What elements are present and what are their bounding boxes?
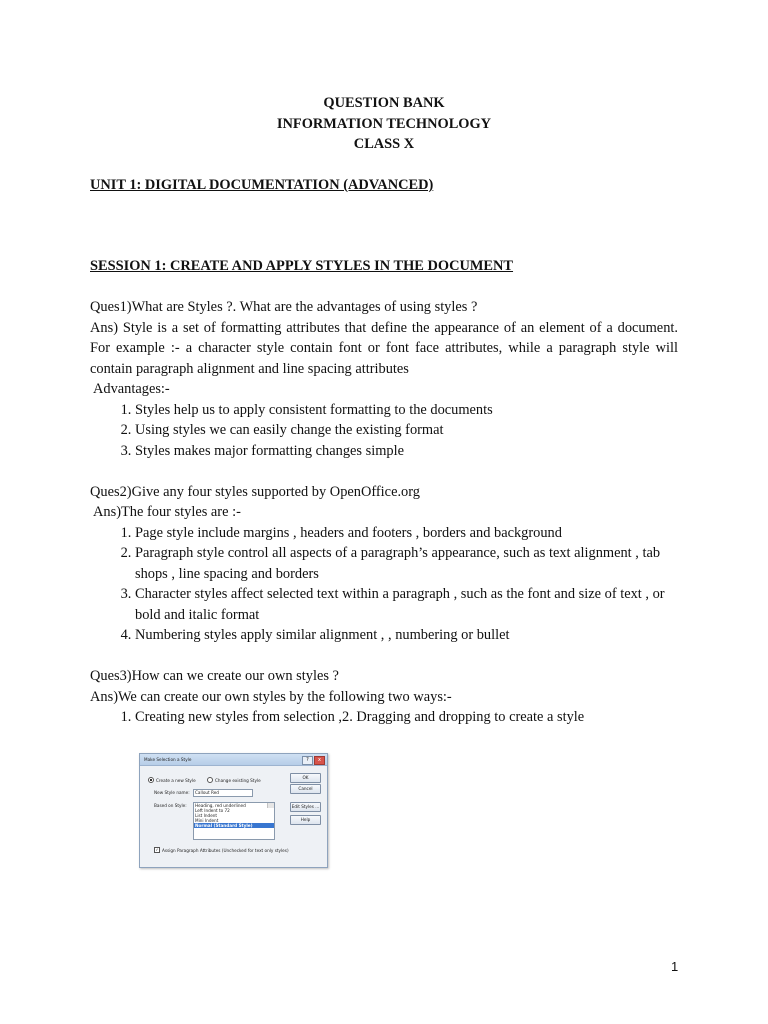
list-option: List Indent <box>195 813 218 818</box>
close-icon: x <box>314 756 325 765</box>
document-header <box>0 93 768 155</box>
spacer <box>90 461 678 482</box>
list-option: Heading, red underlined <box>195 803 246 808</box>
ok-button: OK <box>290 773 321 783</box>
radio-change-existing <box>207 777 261 783</box>
q1-advantages-label: Advantages:- <box>93 381 170 397</box>
q2-answer-intro: Ans)The four styles are :- <box>93 504 241 520</box>
q1-question: Ques1)What are Styles ?. What are the advantages of using styles ? <box>90 299 478 315</box>
help-icon: ? <box>302 756 313 765</box>
list-option: Mini Indent <box>195 818 219 823</box>
list-item: 2. Paragraph style control all aspects of a paragraph’s appearance, such as text alignment , tab shops , line spacing and borders <box>135 543 678 584</box>
list-item: 2. Using styles we can easily change the existing format <box>135 420 678 441</box>
radio-selected-icon <box>148 777 154 783</box>
dialog-titlebar <box>140 754 327 766</box>
session-heading: SESSION 1: CREATE AND APPLY STYLES IN THE DOCUMENT <box>90 258 514 274</box>
dialog-title: Make Selection a Style <box>144 757 192 762</box>
checkmark-icon: ✓ <box>155 847 159 852</box>
list-item: 1. Styles help us to apply consistent formatting to the documents <box>135 400 678 421</box>
header-class: CLASS X <box>353 136 415 152</box>
q3-answer: Ans)We can create our own styles by the following two ways:- <box>90 688 452 705</box>
list-item: 1. Page style include margins , headers and footers , borders and background <box>135 523 678 544</box>
q2-question: Ques2)Give any four styles supported by OpenOffice.org <box>90 483 420 500</box>
header-title: QUESTION BANK <box>323 95 445 111</box>
list-item: 3. Styles makes major formatting changes simple <box>135 441 678 462</box>
q1-advantages-list <box>90 400 678 462</box>
based-on-label: Based on Style: <box>154 803 187 808</box>
header-subject: INFORMATION TECHNOLOGY <box>276 115 492 132</box>
list-item: 3. Character styles affect selected text within a paragraph , such as the font and size of text , or bold and italic format <box>135 584 678 625</box>
listbox-scrollbar <box>267 803 274 808</box>
list-item: 4. Numbering styles apply similar alignment , , numbering or bullet <box>135 625 678 646</box>
radio-create-new-label: Create a new Style <box>156 777 196 783</box>
style-name-label: New Style name: <box>154 790 190 795</box>
assign-attributes-checkbox <box>154 847 289 853</box>
q3-list <box>90 707 678 728</box>
list-option: Left Indent to 72 <box>195 808 230 813</box>
edit-styles-button: Edit Styles ... <box>290 802 321 812</box>
help-button: Help <box>290 815 321 825</box>
radio-unselected-icon <box>207 777 213 783</box>
q2-list <box>90 523 678 646</box>
unit-heading: UNIT 1: DIGITAL DOCUMENTATION (ADVANCED) <box>90 177 434 193</box>
page-number: 1 <box>671 959 679 974</box>
based-on-listbox <box>193 802 275 840</box>
make-style-dialog-screenshot <box>139 753 328 868</box>
spacer <box>90 646 678 667</box>
cancel-button: Cancel <box>290 784 321 794</box>
list-item: 1. Creating new styles from selection ,2. Dragging and dropping to create a style <box>135 707 678 728</box>
assign-attributes-label: Assign Paragraph Attributes (Unchecked for text only styles) <box>162 847 289 853</box>
q1-answer: Ans) Style is a set of formatting attributes that define the appearance of an element of a document. For example :- a character style contain font or font face attributes, while a paragraph style will contain paragraph alignment and line spacing attributes <box>90 319 678 377</box>
radio-change-existing-label: Change existing Style <box>215 777 261 783</box>
document-body <box>90 297 678 728</box>
radio-create-new <box>148 777 196 783</box>
style-name-field: Callout Red <box>193 789 253 797</box>
list-option-selected: Normal (Standard Style) <box>194 823 274 828</box>
q3-question: Ques3)How can we create our own styles ? <box>90 668 339 684</box>
